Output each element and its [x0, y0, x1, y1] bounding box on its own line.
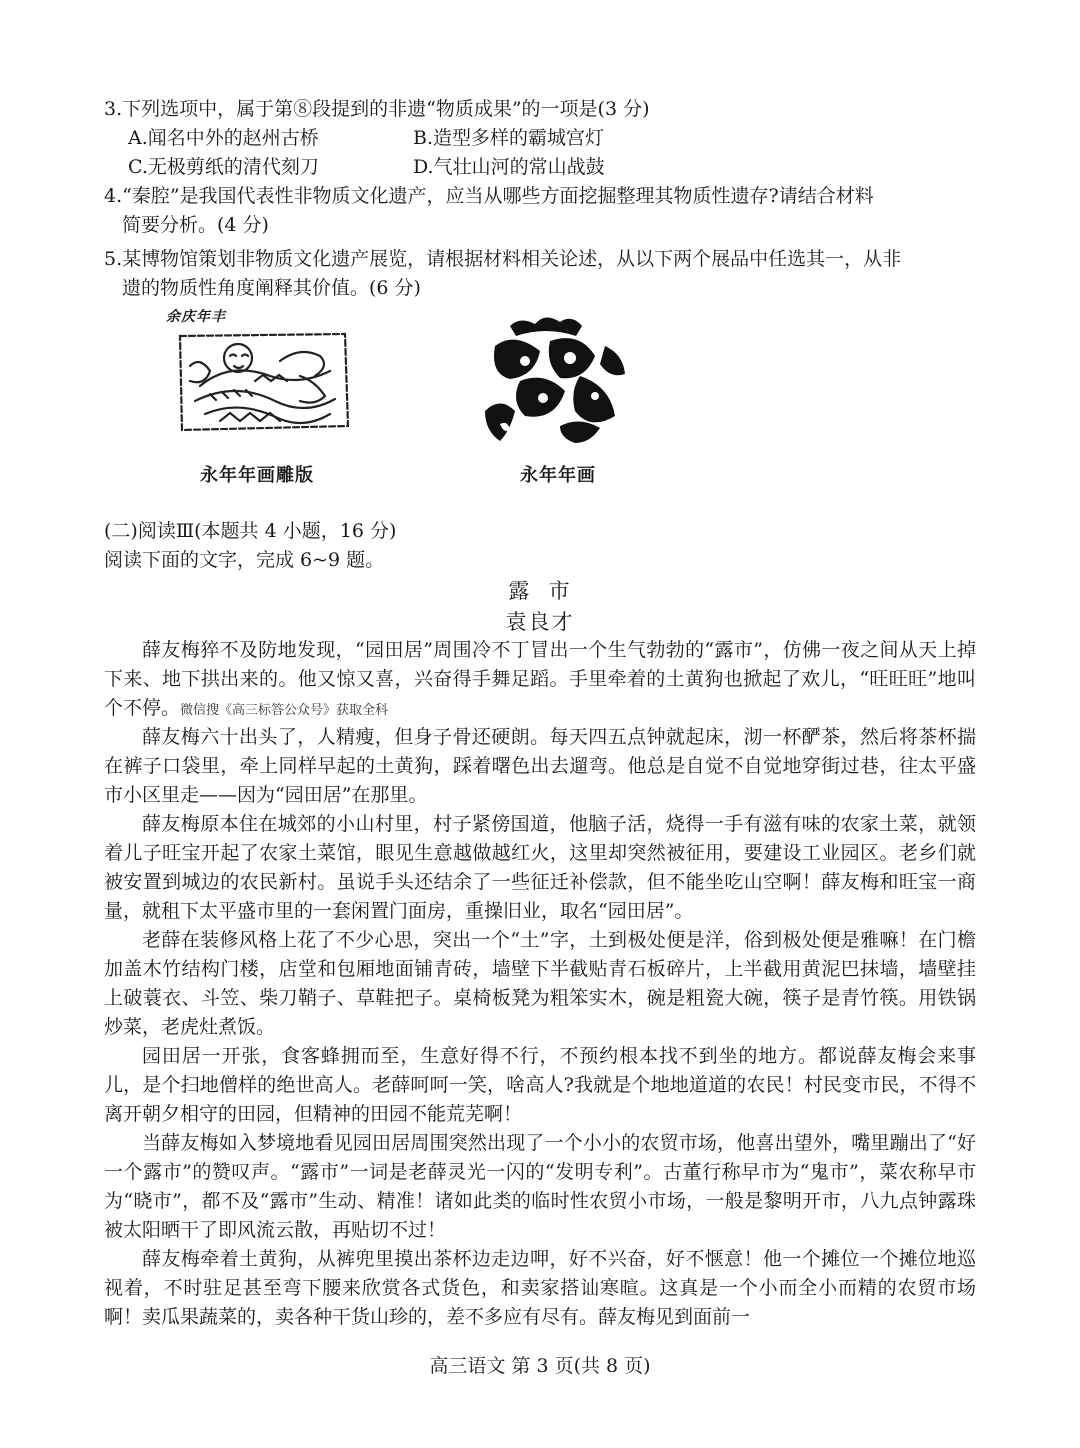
watermark-text: 微信搜《高三标答公众号》获取全科 — [180, 703, 389, 718]
woodblock-illustration — [160, 306, 360, 456]
section-instruction: 阅读下面的文字，完成 6~9 题。 — [104, 549, 385, 571]
story-title: 露 市 — [508, 579, 572, 603]
woodblock-caption: 永年年画雕版 — [200, 465, 314, 486]
story-paragraph-6: 当薛友梅如入梦境地看见园田居周围突然出现了一个小小的农贸市场，他喜出望外，嘴里蹦出了“好一个露市”的赞叹声。“露市”一词是老薛灵光一闪的“发明专利”。古董行称早市为“鬼市”，菜农称早市为“晓市”，都不及“露市”生动、精准！诸如此类的临时性农贸小市场，一般是黎明开市，八九点钟露珠被太阳晒干了即风流云散，再贴切不过！ — [104, 1132, 976, 1241]
story-paragraph-1 — [104, 636, 976, 725]
question-4-line-2: 简要分析。(4 分) — [122, 214, 269, 236]
print-caption: 永年年画 — [520, 465, 596, 486]
story-paragraph-4: 老薛在装修风格上花了不少心思，突出一个“土”字，土到极处便是洋，俗到极处便是雅嘛！在门檐加盖木竹结构门楼，店堂和包厢地面铺青砖，墙壁下半截贴青石板碎片，上半截用黄泥巴抹墙，墙壁挂上破蓑衣、斗笠、柴刀鞘子、草鞋把子。桌椅板凳为粗笨实木，碗是粗瓷大碗，筷子是青竹筷。用铁锅炒菜，老虎灶煮饭。 — [104, 929, 976, 1038]
question-3-stem: 3.下列选项中，属于第⑧段提到的非遗“物质成果”的一项是(3 分) — [104, 98, 650, 120]
question-5-line-2: 遗的物质性角度阐释其价值。(6 分) — [122, 277, 421, 299]
story-author: 袁良才 — [505, 610, 575, 634]
new-year-print-illustration — [465, 306, 645, 456]
woodblock-inscription: 余庆年丰 — [166, 309, 226, 325]
new-year-print-image — [465, 306, 645, 456]
paragraph-1-text: 薛友梅猝不及防地发现，“园田居”周围冷不丁冒出一个生气勃勃的“露市”，仿佛一夜之间从天上掉下来、地下拱出来的。他又惊又喜，兴奋得手舞足蹈。手里牵着的土黄狗也掀起了欢儿，“旺旺旺”地叫个不停。 — [104, 639, 976, 719]
story-paragraph-3: 薛友梅原本住在城郊的小山村里，村子紧傍国道，他脑子活，烧得一手有滋有味的农家土菜，就领着儿子旺宝开起了农家土菜馆，眼见生意越做越红火，这里却突然被征用，要建设工业园区。老乡们就被安置到城边的农民新村。虽说手头还结余了一些征迁补偿款，但不能坐吃山空啊！薛友梅和旺宝一商量，就租下太平盛市里的一套闲置门面房，重操旧业，取名“园田居”。 — [104, 813, 976, 922]
question-5-line-1: 5.某博物馆策划非物质文化遗产展览，请根据材料相关论述，从以下两个展品中任选其一，从非 — [104, 248, 902, 270]
question-3-option-a: A.闻名中外的赵州古桥 — [128, 127, 319, 149]
question-4-line-1: 4.“秦腔”是我国代表性非物质文化遗产，应当从哪些方面挖掘整理其物质性遗存?请结合材料 — [104, 185, 874, 207]
story-paragraph-2: 薛友梅六十出头了，人精瘦，但身子骨还硬朗。每天四五点钟就起床，沏一杯酽茶，然后将茶杯揣在裤子口袋里，牵上同样早起的土黄狗，踩着曙色出去遛弯。他总是自觉不自觉地穿街过巷，往太平盛市小区里走——因为“园田居”在那里。 — [104, 726, 976, 806]
story-paragraph-5: 园田居一开张，食客蜂拥而至，生意好得不行，不预约根本找不到坐的地方。都说薛友梅会来事儿，是个扫地僧样的绝世高人。老薛呵呵一笑，啥高人?我就是个地地道道的农民！村民变市民，不得不离开朝夕相守的田园，但精神的田园不能荒芜啊！ — [104, 1045, 976, 1125]
question-3-option-d: D.气壮山河的常山战鼓 — [413, 156, 605, 178]
woodblock-image — [160, 306, 360, 456]
question-3-option-b: B.造型多样的霸城宫灯 — [413, 127, 605, 149]
story-paragraph-7: 薛友梅牵着土黄狗，从裤兜里摸出茶杯边走边呷，好不兴奋，好不惬意！他一个摊位一个摊位地巡视着，不时驻足甚至弯下腰来欣赏各式货色，和卖家搭讪寒暄。这真是一个小而全小而精的农贸市场啊！卖瓜果蔬菜的，卖各种干货山珍的，差不多应有尽有。薛友梅见到面前一 — [104, 1248, 976, 1328]
question-3-option-c: C.无极剪纸的清代刻刀 — [128, 156, 319, 178]
page-footer: 高三语文 第 3 页(共 8 页) — [429, 1355, 651, 1377]
section-heading: (二)阅读Ⅲ(本题共 4 小题，16 分) — [104, 520, 397, 542]
